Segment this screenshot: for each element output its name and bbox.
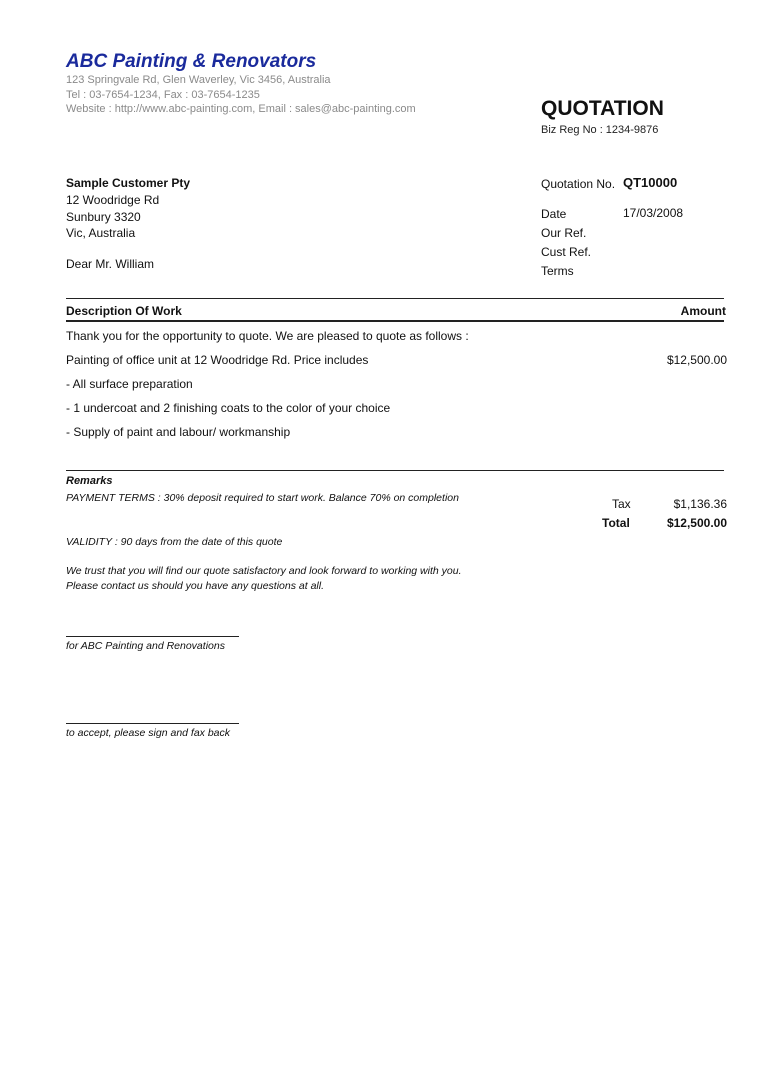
customer-suburb: Sunbury 3320 [66, 210, 141, 224]
table-row: - All surface preparation [66, 377, 193, 391]
our-ref-label: Our Ref. [541, 226, 587, 240]
table-row: Thank you for the opportunity to quote. We are pleased to quote as follows : [66, 329, 469, 343]
remarks-rule [66, 470, 724, 471]
date-label: Date [541, 207, 567, 221]
quotation-no-label: Quotation No. [541, 177, 616, 191]
row-amount: $12,500.00 [666, 353, 727, 367]
total-value: $12,500.00 [666, 516, 727, 530]
customer-signature-label: to accept, please sign and fax back [66, 727, 231, 739]
customer-street: 12 Woodridge Rd [66, 193, 160, 207]
salutation: Dear Mr. William [66, 257, 155, 271]
company-name: ABC Painting & Renovators [66, 51, 317, 72]
closing-note: We trust that you will find our quote satisfactory and look forward to working with you. Please contact us should you have any questions at all. [66, 565, 462, 592]
total-label: Total [602, 516, 630, 530]
biz-reg-number: Biz Reg No : 1234-9876 [541, 124, 659, 136]
date-value: 17/03/2008 [623, 206, 684, 220]
company-web-email: Website : http://www.abc-painting.com, Email : sales@abc-painting.com [66, 103, 416, 115]
company-signature-line [66, 636, 239, 637]
document-title: QUOTATION [541, 97, 664, 120]
table-row: - Supply of paint and labour/ workmanship [66, 425, 291, 439]
company-signature-label: for ABC Painting and Renovations [66, 640, 225, 652]
payment-terms: PAYMENT TERMS : 30% deposit required to start work. Balance 70% on completion [66, 492, 459, 504]
validity: VALIDITY : 90 days from the date of this quote [66, 536, 283, 548]
description-header: Description Of Work [66, 304, 182, 318]
company-address: 123 Springvale Rd, Glen Waverley, Vic 3456, Australia [66, 74, 331, 86]
amount-header: Amount [680, 304, 726, 318]
table-header-rule [66, 320, 724, 322]
quotation-no: QT10000 [623, 175, 678, 190]
company-phone-fax: Tel : 03-7654-1234, Fax : 03-7654-1235 [66, 89, 260, 101]
customer-state: Vic, Australia [66, 226, 136, 240]
table-top-rule [66, 298, 724, 299]
tax-label: Tax [612, 497, 631, 511]
remarks-heading: Remarks [66, 475, 113, 487]
terms-label: Terms [541, 264, 574, 278]
table-row: - 1 undercoat and 2 finishing coats to the color of your choice [66, 401, 391, 415]
tax-value: $1,136.36 [673, 497, 727, 511]
customer-signature-line [66, 723, 239, 724]
table-row: Painting of office unit at 12 Woodridge Rd. Price includes [66, 353, 369, 367]
customer-name: Sample Customer Pty [66, 176, 191, 190]
cust-ref-label: Cust Ref. [541, 245, 592, 259]
